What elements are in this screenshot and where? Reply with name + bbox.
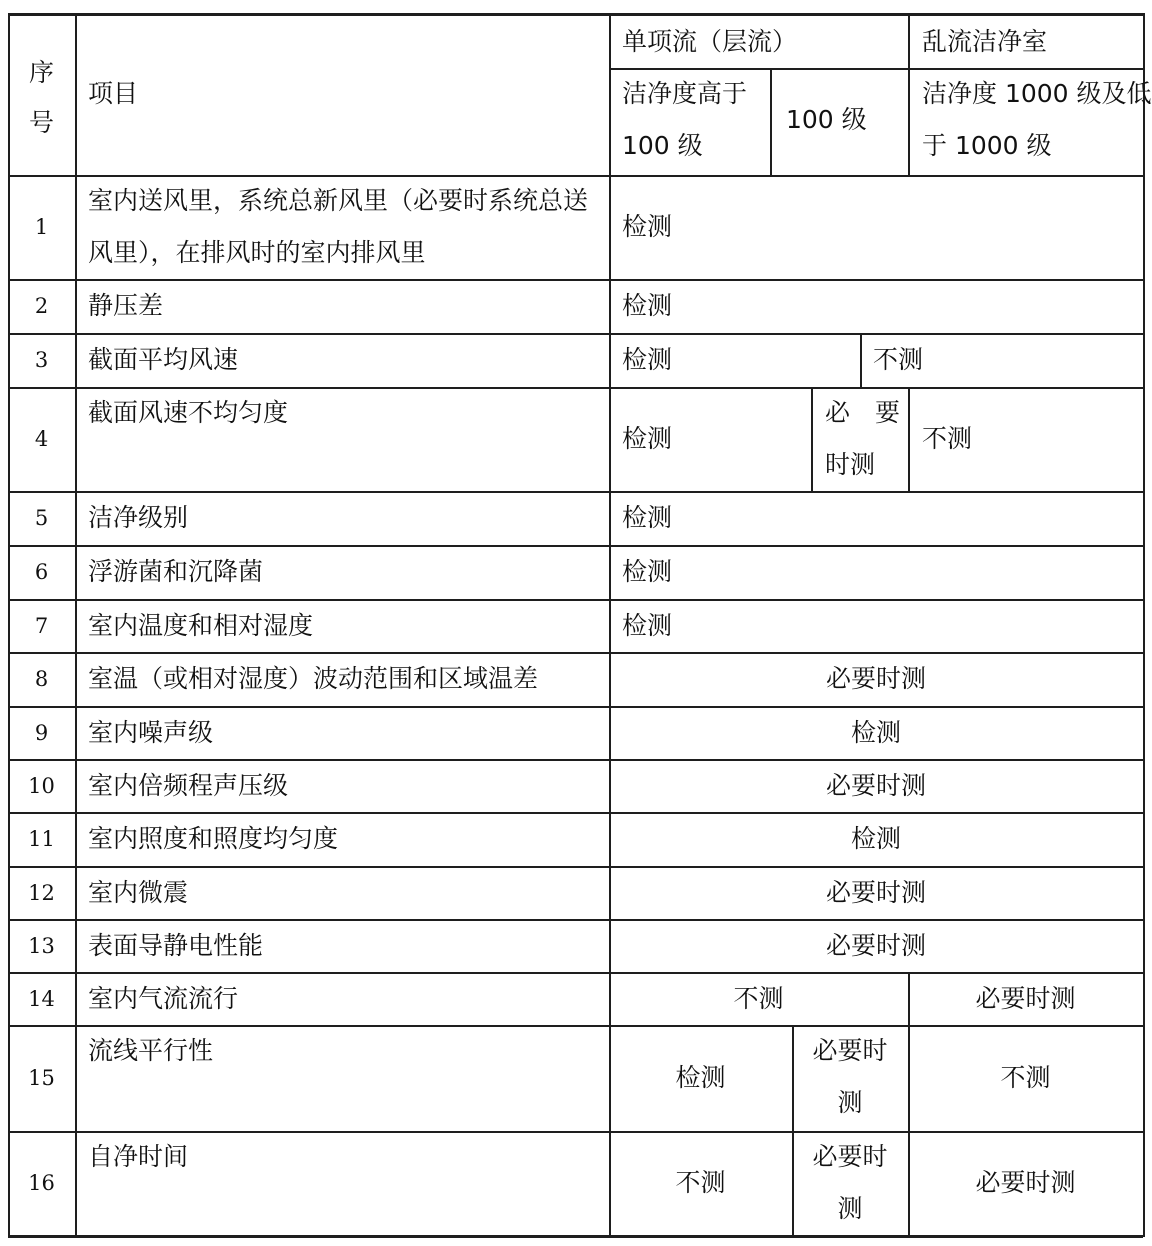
row-value: 必要时测	[825, 664, 926, 693]
row-value: 检测	[850, 824, 901, 853]
row-value: 必要时测	[825, 770, 926, 800]
row-value: 必要时测	[825, 930, 926, 960]
row-number: 8	[34, 667, 49, 691]
row-value: 检测	[622, 503, 673, 532]
row-item: 室温（或相对湿度）波动范围和区域温差	[88, 664, 539, 693]
header-turbulent-divider	[908, 13, 910, 175]
row-item: 截面平均风速	[88, 345, 239, 374]
row-number: 3	[34, 348, 49, 372]
row-value: 必要时测	[975, 1168, 1076, 1197]
row-value: 检测	[622, 610, 673, 640]
row-value: 必要时 测	[812, 1036, 888, 1117]
header-100-divider	[770, 68, 772, 175]
row-value: 检测	[675, 1063, 726, 1092]
row-item: 室内微震	[88, 877, 189, 907]
row-number: 11	[28, 827, 55, 851]
row-value: 不测	[733, 983, 784, 1013]
row-value: 不测	[1000, 1063, 1051, 1092]
row-number: 7	[34, 613, 49, 638]
row-item: 室内温度和相对湿度	[88, 610, 314, 640]
row-value: 必要时测	[825, 877, 926, 907]
header-turbulent-sub: 洁净度 1000 级及低 于 1000 级	[922, 79, 1152, 160]
header-turbulent: 乱流洁净室	[922, 27, 1048, 56]
header-laminar-high: 洁净度高于 100 级	[622, 79, 748, 160]
header-item: 项目	[88, 79, 139, 108]
header-laminar: 单项流（层流）	[622, 27, 798, 56]
row-number: 1	[34, 215, 49, 239]
row-item: 室内送风里，系统总新风里（必要时系统总送风里），在排风时的室内排风里	[88, 186, 589, 267]
row-number: 6	[34, 560, 49, 584]
row-value: 检测	[622, 557, 673, 586]
table-bottom-border	[8, 1235, 1143, 1238]
row-value: 检测	[622, 212, 673, 241]
row-value: 必 要 时测	[825, 398, 901, 479]
header-seq: 序 号	[28, 58, 54, 137]
row-item: 室内噪声级	[88, 717, 214, 747]
row-number: 12	[28, 880, 55, 905]
row-item: 流线平行性	[88, 1036, 214, 1065]
row-value: 不测	[873, 345, 924, 374]
row-value: 必要时 测	[812, 1142, 888, 1223]
row-item: 静压差	[88, 291, 164, 320]
header-laminar-100: 100 级	[786, 105, 867, 134]
row-number: 13	[28, 933, 55, 958]
row-value: 不测	[675, 1168, 726, 1197]
row-cell-divider	[908, 387, 910, 491]
row-value: 检测	[622, 291, 673, 320]
row-value: 不测	[922, 424, 973, 453]
table-right-border	[1143, 13, 1145, 1237]
row-number: 14	[28, 986, 55, 1011]
row-cell-divider	[811, 387, 813, 491]
row-item: 截面风速不均匀度	[88, 398, 289, 427]
row-item: 浮游菌和沉降菌	[88, 557, 264, 586]
row-number: 4	[34, 427, 49, 451]
row-item: 自净时间	[88, 1142, 189, 1171]
row-item: 洁净级别	[88, 503, 189, 532]
row-cell-divider	[860, 333, 862, 387]
row-item: 表面导静电性能	[88, 930, 264, 960]
row-item: 室内气流流行	[88, 983, 239, 1013]
row-number: 15	[28, 1066, 55, 1090]
row-number: 5	[34, 506, 49, 530]
row-number: 16	[28, 1171, 55, 1195]
row-number: 10	[28, 773, 55, 798]
row-divider	[8, 279, 1143, 281]
row-value: 检测	[622, 345, 673, 374]
row-value: 检测	[850, 717, 901, 747]
item-column-divider	[75, 13, 77, 1237]
row-item: 室内倍频程声压级	[88, 770, 289, 800]
row-value: 必要时测	[975, 983, 1076, 1013]
row-value: 检测	[622, 424, 673, 453]
row-number: 9	[34, 720, 49, 745]
row-item: 室内照度和照度均匀度	[88, 824, 339, 853]
row-number: 2	[34, 294, 49, 318]
